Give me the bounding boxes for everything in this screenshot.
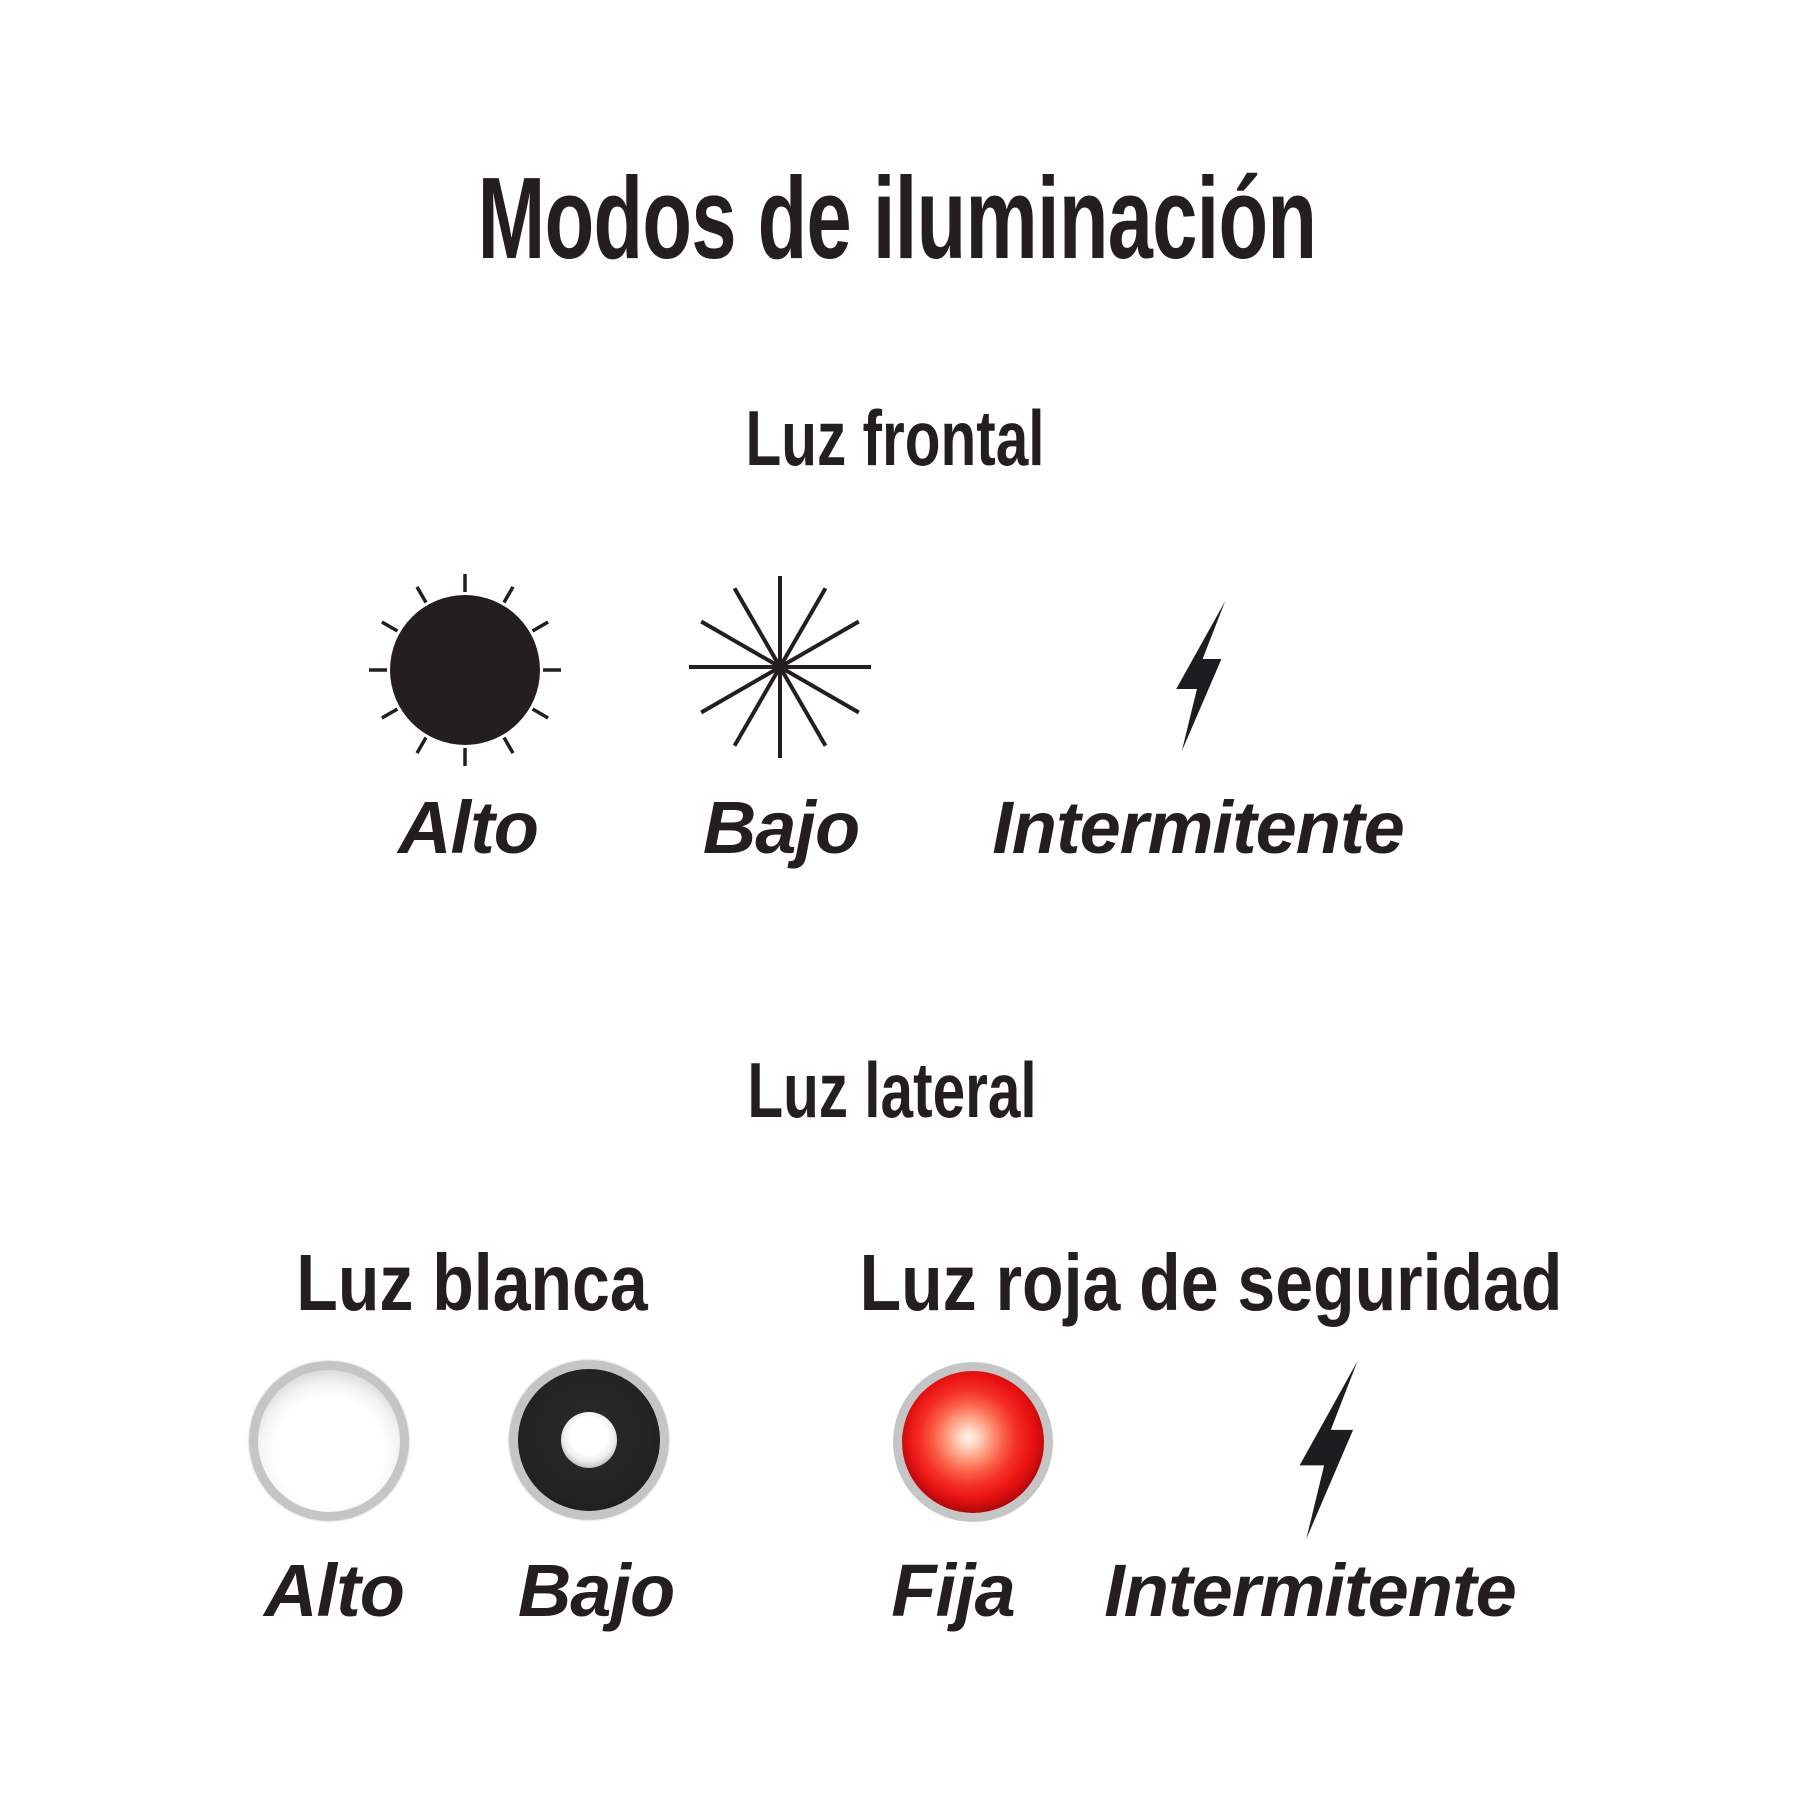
low-white-light-button (509, 1360, 669, 1520)
front-mode-label-bajo: Bajo (702, 786, 860, 869)
red-light-button (893, 1362, 1053, 1522)
starburst-icon (680, 567, 880, 767)
white-mode-label-alto: Alto (264, 1549, 404, 1632)
lightning-bolt-icon (1284, 1361, 1362, 1539)
low-beam-dot (561, 1412, 617, 1468)
white-light-heading: Luz blanca (296, 1238, 648, 1327)
front-mode-label-alto: Alto (398, 786, 538, 869)
red-mode-label-intermitente: Intermitente (1104, 1549, 1516, 1632)
sun-filled-icon (365, 570, 565, 770)
front-mode-label-intermitente: Intermitente (992, 786, 1404, 869)
page-title: Modos de iluminación (477, 153, 1317, 283)
front-light-heading: Luz frontal (745, 394, 1045, 482)
white-light-button (249, 1361, 409, 1521)
white-mode-label-bajo: Bajo (517, 1549, 675, 1632)
red-mode-label-fija: Fija (891, 1549, 1015, 1632)
lateral-light-heading: Luz lateral (747, 1046, 1037, 1134)
red-light-heading: Luz roja de seguridad (859, 1238, 1563, 1327)
lightning-bolt-icon (1163, 601, 1229, 751)
